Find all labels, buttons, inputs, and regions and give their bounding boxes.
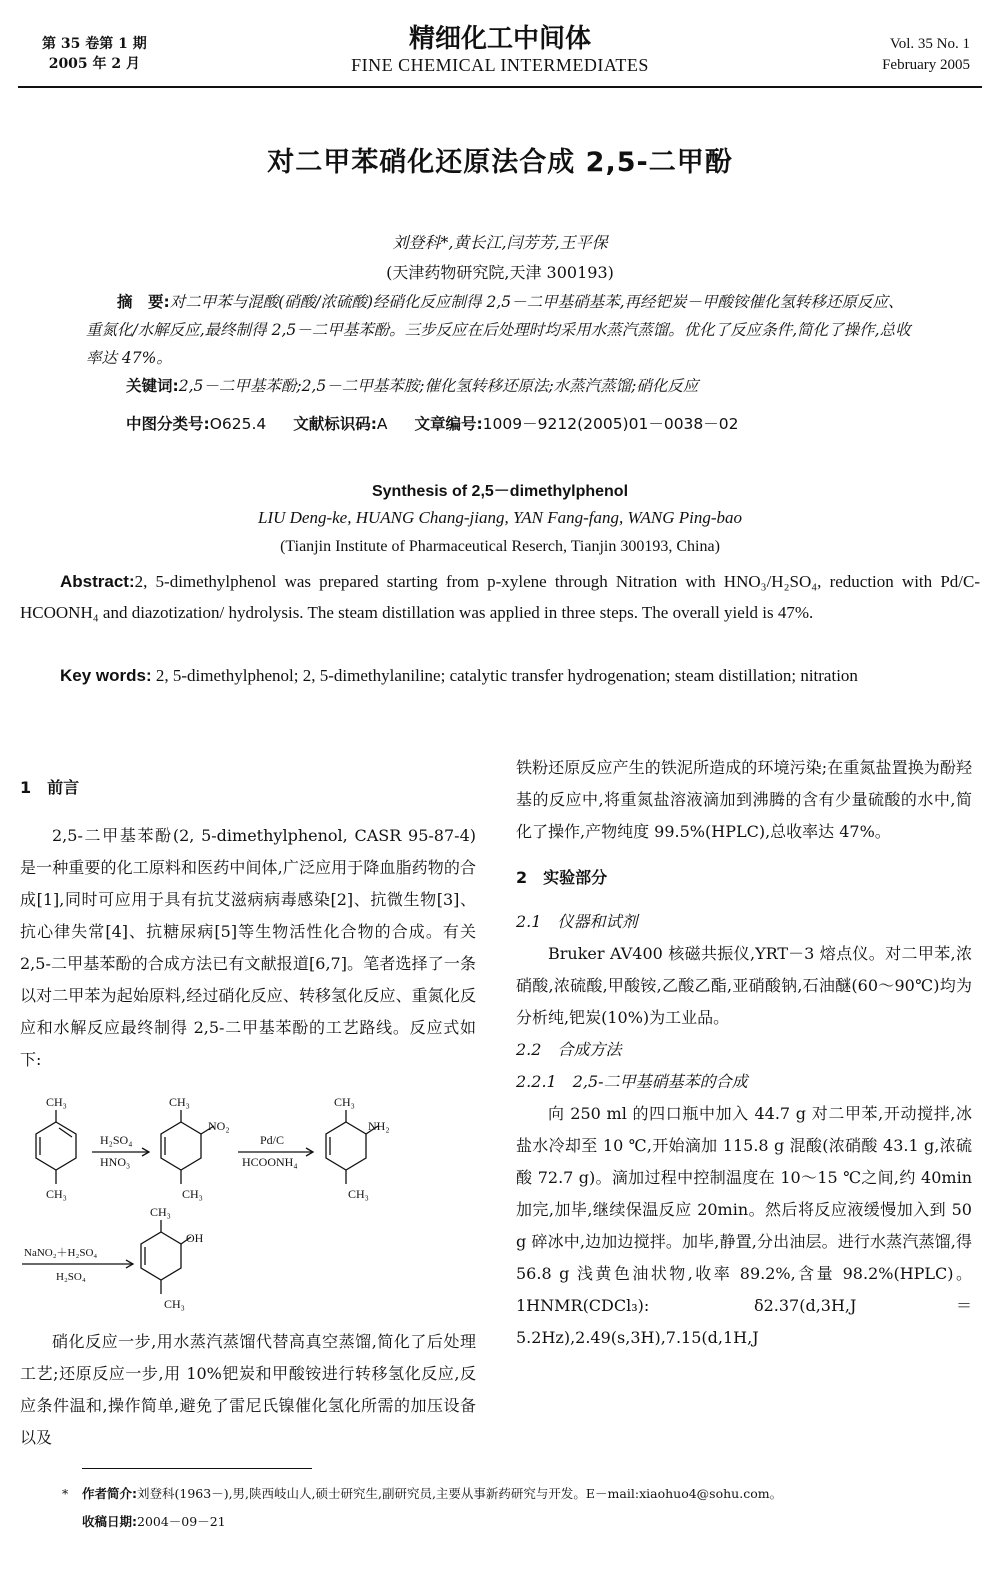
r2-ch3-top: CH₃ [169, 1095, 190, 1109]
issue-date-en: February 2005 [882, 57, 970, 73]
r3-nh2: NH₂ [368, 1119, 390, 1133]
reagent-3-top: NaNO₂＋H₂SO₄ [24, 1247, 98, 1259]
keywords-cn-label: 关键词: [126, 377, 179, 395]
footnote [62, 1480, 782, 1536]
abstract-cn-text: 对二甲苯与混酸(硝酸/浓硫酸)经硝化反应制得 2,5－二甲基硝基苯,再经钯炭－甲酸铵催化氢转移还原反应、重氮化/水解反应,最终制得 2,5－二甲基苯酚。三步反应在后处理时均采用水蒸汽蒸馏。优化了反应条件,简化了操作,总收率达 47%。 [86, 293, 911, 367]
author-note [62, 1480, 782, 1508]
keywords-en-label: Key words: [60, 666, 152, 685]
ring-3 [326, 1122, 366, 1170]
class-label: 中图分类号: [126, 415, 210, 433]
institute-en: (Tianjin Institute of Pharmaceutical Reserch, Tianjin 300193, China) [280, 538, 720, 555]
instruments-paragraph: Bruker AV400 核磁共振仪,YRT－3 熔点仪。对二甲苯,浓硝酸,浓硫酸,甲酸铵,乙酸乙酯,亚硝酸钠,石油醚(60～90℃)均为分析纯,钯炭(10%)为工业品。 [516, 944, 972, 1027]
ring-4 [141, 1232, 181, 1280]
reagent-2-bottom: HCOONH₄ [242, 1155, 298, 1169]
article-label: 文章编号: [414, 415, 483, 433]
institute-cn: (天津药物研究院,天津 300193) [386, 263, 614, 282]
issue-volume-en: Vol. 35 No. 1 [889, 36, 970, 52]
discussion-paragraph: 硝化反应一步,用水蒸汽蒸馏代替高真空蒸馏,简化了后处理工艺;还原反应一步,用 10%钯炭和甲酸铵进行转移氢化反应,反应条件温和,操作简单,避免了雷尼氏镍催化氢化所需的加压设备以及 [20, 1332, 476, 1447]
journal-name-en: FINE CHEMICAL INTERMEDIATES [351, 55, 649, 75]
abstract-en-text: 2, 5-dimethylphenol was prepared starting from p-xylene through Nitration with HNO₃/H₂SO₄, reduction with Pd/C-HCOONH₄ and diazotization/ hydrolysis. The steam distillation was applied in three steps. The overall yield is 47%. [20, 572, 980, 622]
reagent-1-bottom: HNO₃ [100, 1155, 131, 1169]
r4-oh: OH [186, 1231, 204, 1245]
header-rule [18, 86, 982, 88]
abstract-cn-block [86, 288, 916, 400]
issue-volume: 第 35 卷第 1 期 [42, 36, 147, 52]
keywords-cn [86, 372, 916, 400]
intro-paragraph: 2,5-二甲基苯酚(2, 5-dimethylphenol, CASR 95-87-4)是一种重要的化工原料和医药中间体,广泛应用于降血脂药物的合成[1],同时可应用于具有抗艾滋病病毒感染[2]、抗微生物[3]、抗心律失常[4]、抗糖尿病[5]等生物活性化合物的合成。有关 2,5-二甲基苯酚的合成方法已有文献报道[6,7]。笔者选择了一条以对二甲苯为起始原料,经过硝化反应、转移氢化反应、重氮化反应和水解反应最终制得 2,5-二甲基苯酚的工艺路线。反应式如下: [20, 826, 476, 1069]
abstract-en [20, 566, 980, 628]
doccode-value: A [376, 415, 388, 433]
r2-ch3-bottom: CH₃ [182, 1187, 203, 1201]
r4-ch3-top: CH₃ [150, 1205, 171, 1219]
reagent-3-bottom: H₂SO₄ [56, 1271, 86, 1283]
classification-line [126, 412, 739, 434]
footnote-rule [82, 1468, 312, 1469]
authors-cn: 刘登科*,黄长江,闫芳芳,王平保 [392, 233, 608, 252]
section-2-1-heading: 2.1 仪器和试剂 [516, 912, 638, 931]
keywords-en [20, 660, 980, 691]
synthesis-paragraph: 向 250 ml 的四口瓶中加入 44.7 g 对二甲苯,开动搅拌,冰盐水冷却至 10 ℃,开始滴加 115.8 g 混酸(浓硝酸 43.1 g,浓硫酸 72.7 g)。滴加过程中控制温度在 10～15 ℃之间,约 40min 加完,加毕,继续保温反应 20min。然后将反应液缓慢加入到 50 g 碎冰中,边加边搅拌。加毕,静置,分出油层。进行水蒸汽蒸馏,得 56.8 g 浅黄色油状物,收率 89.2%,含量 98.2%(HPLC)。1HNMR(CDCl₃): δ2.37(d,3H,J＝5.2Hz),2.49(s,3H),7.15(d,1H,J [516, 1104, 972, 1347]
keywords-en-text: 2, 5-dimethylphenol; 2, 5-dimethylaniline; catalytic transfer hydrogenation; steam distillation; nitration [155, 666, 858, 685]
section-2-2-1-heading: 2.2.1 2,5-二甲基硝基苯的合成 [516, 1072, 748, 1091]
received-note [62, 1508, 782, 1536]
section-1-heading: 1 前言 [20, 778, 80, 797]
r1-ch3-top: CH₃ [46, 1095, 67, 1109]
received-date: 2004－09－21 [137, 1514, 226, 1529]
reagent-2-top: Pd/C [260, 1133, 285, 1147]
continued-paragraph: 铁粉还原反应产生的铁泥所造成的环境污染;在重氮盐置换为酚羟基的反应中,将重氮盐溶液滴加到沸腾的含有少量硫酸的水中,简化了操作,产物纯度 99.5%(HPLC),总收率达 47%。 [516, 758, 972, 841]
author-note-text: 刘登科(1963－),男,陕西岐山人,硕士研究生,副研究员,主要从事新药研究与开发。E－mail:xiaohuo4@sohu.com。 [137, 1486, 783, 1501]
journal-name-cn: 精细化工中间体 [408, 24, 591, 54]
r2-no2: NO₂ [208, 1119, 230, 1133]
doccode-label: 文献标识码: [293, 415, 377, 433]
r1-ch3-bottom: CH₃ [46, 1187, 67, 1201]
reagent-1-top: H₂SO₄ [100, 1133, 133, 1147]
r4-ch3-bottom: CH₃ [164, 1297, 185, 1311]
issue-date: 2005 年 2 月 [48, 56, 141, 72]
reaction-scheme [16, 1092, 466, 1322]
section-2-heading: 2 实验部分 [516, 868, 608, 887]
keywords-cn-text: 2,5－二甲基苯酚;2,5－二甲基苯胺;催化氢转移还原法;水蒸汽蒸馏;硝化反应 [178, 377, 699, 395]
right-column [516, 752, 972, 1354]
section-2-2-heading: 2.2 合成方法 [516, 1040, 622, 1059]
class-value: O625.4 [209, 415, 267, 433]
left-column [20, 772, 476, 1076]
ring-1 [36, 1122, 76, 1170]
abstract-cn [86, 288, 916, 372]
footnote-star: * [62, 1486, 69, 1501]
authors-en: LIU Deng-ke, HUANG Chang-jiang, YAN Fang-fang, WANG Ping-bao [258, 508, 742, 527]
abstract-en-label: Abstract: [60, 572, 135, 591]
abstract-cn-label: 摘 要: [117, 293, 170, 311]
issue-info-en [882, 34, 970, 76]
journal-title [0, 24, 1000, 76]
received-label: 收稿日期: [82, 1514, 137, 1529]
r3-ch3-bottom: CH₃ [348, 1187, 369, 1201]
paper-title-en: Synthesis of 2,5－dimethylphenol [371, 483, 629, 500]
r3-ch3-top: CH₃ [334, 1095, 355, 1109]
left-column-continued [20, 1326, 476, 1454]
article-value: 1009－9212(2005)01－0038－02 [482, 415, 739, 433]
ring-2 [161, 1122, 201, 1170]
paper-title-cn: 对二甲苯硝化还原法合成 2,5-二甲酚 [267, 147, 733, 178]
author-note-label: 作者简介: [82, 1486, 137, 1501]
